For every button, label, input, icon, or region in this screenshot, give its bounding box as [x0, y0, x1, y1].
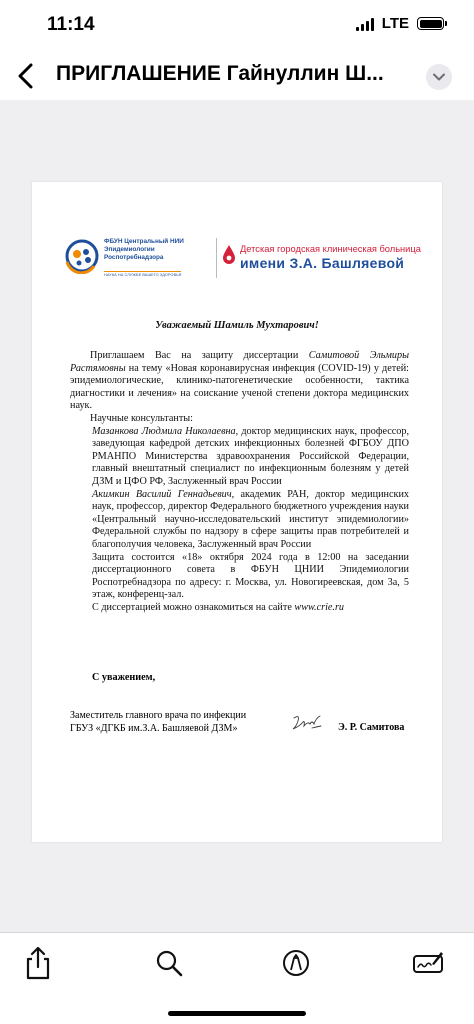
network-label: LTE	[381, 15, 409, 32]
crie-tagline: НАУКА НА СЛУЖБЕ ВАШЕГО ЗДОРОВЬЯ	[104, 273, 182, 277]
consultants-label: Научные консультанты:	[90, 412, 193, 424]
home-indicator[interactable]	[168, 1011, 306, 1016]
consultant-2-details: , академик РАН, доктор медицинских наук, профессор, директор Федерального бюджетного учреждения науки «Центральный научно-исследовательский институт эпидемиологии» Федеральной службы по надзору в сфере защиты прав потребителей и благополучия человека, Заслуженный врач России	[92, 488, 409, 550]
signal-icon	[356, 17, 374, 31]
letter-body	[70, 350, 409, 614]
navigation-bar	[0, 52, 474, 100]
salutation: Уважаемый Шамиль Мухтарович!	[155, 320, 319, 331]
crie-logo-icon	[64, 238, 100, 274]
signer-title	[70, 710, 280, 735]
invitation-paragraph	[70, 350, 409, 413]
hospital-logo-line2: имени З.А. Башляевой	[240, 255, 405, 271]
markup-icon[interactable]	[278, 943, 314, 983]
logo-divider	[216, 238, 217, 278]
signature-image	[290, 712, 324, 734]
consultant-1-name: Мазанкова Людмила Николаевна	[92, 425, 236, 437]
hospital-logo	[222, 240, 432, 280]
consultant-1	[70, 426, 409, 489]
chevron-down-icon[interactable]	[426, 64, 452, 90]
hospital-logo-line1: Детская городская клиническая больница	[240, 244, 421, 254]
crie-logo-text: ФБУН Центральный НИИ Эпидемиологии Роспотребнадзора	[104, 238, 184, 261]
document-title: ПРИГЛАШЕНИЕ Гайнуллин Ш...	[56, 62, 384, 85]
drop-icon	[222, 244, 236, 264]
status-bar	[0, 0, 474, 52]
invitation-text-a: Приглашаем Вас на защиту диссертации	[90, 350, 309, 361]
signer-title-line2: ГБУЗ «ДГКБ им.З.А. Башляевой ДЗМ»	[70, 722, 238, 734]
sign-icon[interactable]	[410, 943, 446, 983]
status-time: 11:14	[47, 14, 95, 35]
website-info	[70, 602, 409, 615]
defense-info: Защита состоится «18» октября 2024 года в 12:00 на заседании диссертационного совета в ФБУН ЦНИИ Эпидемиологии Роспотребнадзора по адресу: г. Москва, ул. Новогиреевская, дом 3а, 5 этаж, конференц-зал.	[92, 551, 409, 601]
website-link[interactable]: www.crie.ru	[294, 601, 345, 613]
consultant-1-details: , доктор медицинских наук, профессор, заведующая кафедрой детских инфекционных болезней ФГБОУ ДПО РМАНПО Министерства здравоохранения Российской Федерации, главный внештатный специалист по инфекционным болезням у детей ДЗМ и ЦФО РФ, Заслуженный врач России	[92, 425, 410, 487]
consultant-2-name: Акимкин Василий Геннадьевич	[92, 488, 232, 500]
invitation-text-b: на тему «Новая коронавирусная инфекция (COVID-19) у детей: эпидемиологические, клинико-патогенетические особенности, тактика диагностики и лечения» на соискание ученой степени доктора медицинских наук.	[70, 362, 409, 412]
crie-logo	[64, 234, 214, 284]
status-icons	[356, 15, 444, 32]
search-icon[interactable]	[151, 943, 187, 983]
chevron-left-icon[interactable]	[12, 60, 40, 92]
closing: С уважением,	[92, 672, 156, 683]
document-viewer[interactable]	[0, 100, 474, 932]
share-icon[interactable]	[20, 943, 56, 983]
signer-title-line1: Заместитель главного врача по инфекции	[70, 710, 247, 721]
candidate-name: Самитовой Эльмиры Растямовны	[70, 350, 410, 374]
website-text: С диссертацией можно ознакомиться на сайте	[92, 601, 295, 613]
document-page[interactable]	[32, 182, 442, 842]
consultant-2	[70, 489, 409, 552]
battery-icon	[417, 17, 444, 30]
bottom-toolbar	[0, 932, 474, 1024]
signer-name: Э. Р. Самитова	[338, 722, 405, 733]
